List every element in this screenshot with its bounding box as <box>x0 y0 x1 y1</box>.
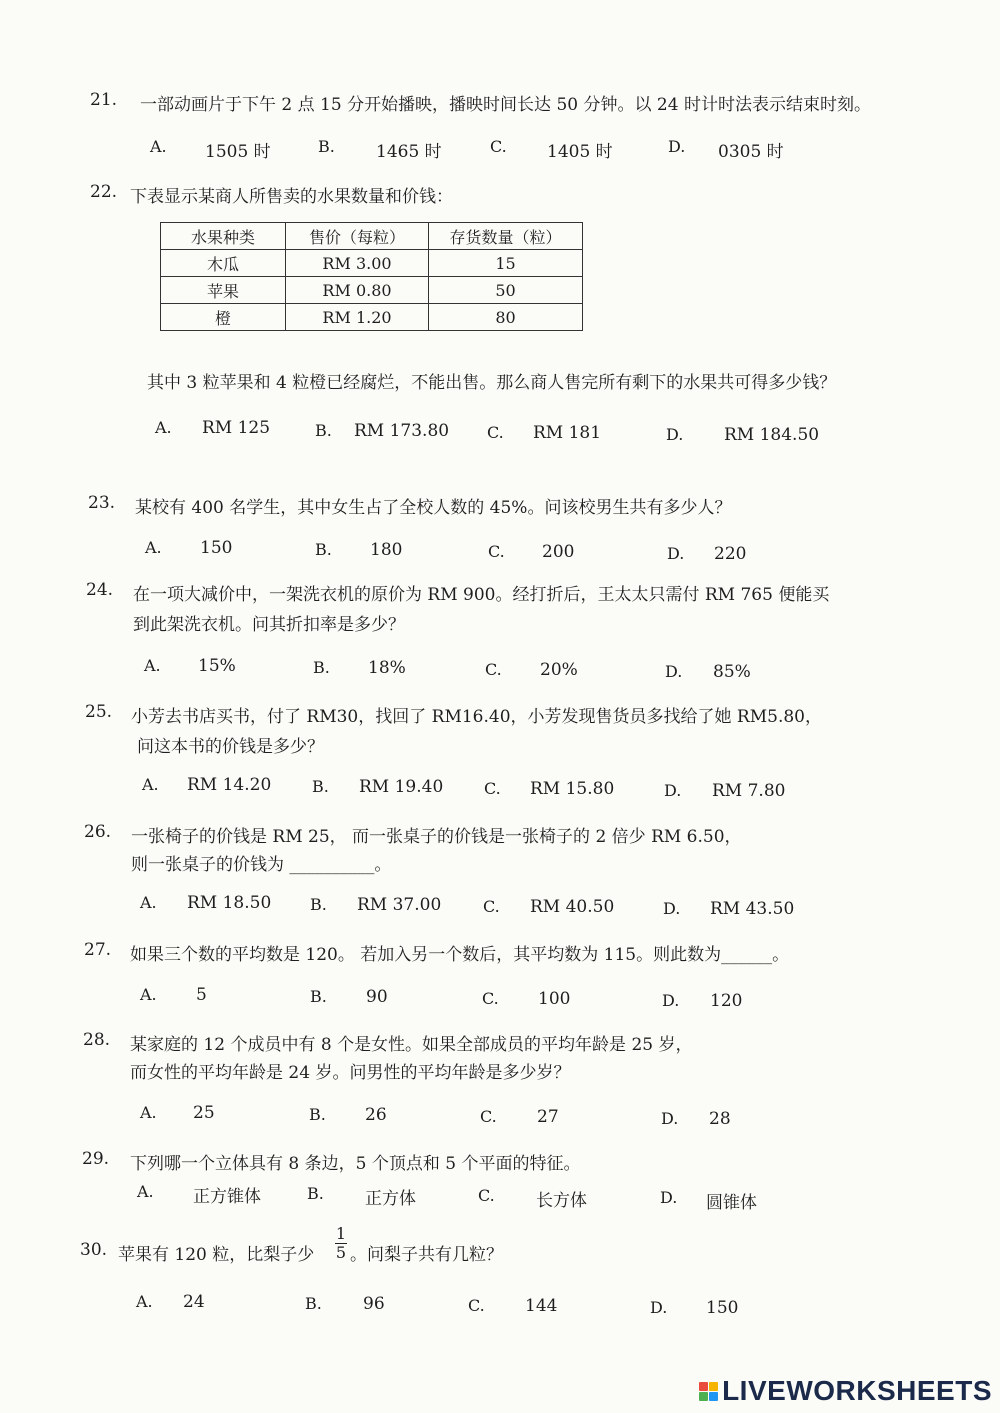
option-c[interactable]: 20% <box>540 660 578 680</box>
option-label: C. <box>487 423 504 442</box>
option-label: D. <box>667 544 685 563</box>
option-d[interactable]: RM 43.50 <box>710 899 795 919</box>
question-number: 27. <box>84 940 112 960</box>
fraction-denominator: 5 <box>335 1243 347 1262</box>
question-text: 在一项大减价中，一架洗衣机的原价为 RM 900。经打折后，王太太只需付 RM 765 便能买 <box>133 585 830 605</box>
option-label: D. <box>664 781 682 800</box>
question-text: 到此架洗衣机。问其折扣率是多少？ <box>133 615 405 635</box>
option-a[interactable]: 15% <box>198 656 236 676</box>
question-text: 问这本书的价钱是多少？ <box>137 737 324 757</box>
option-label: D. <box>668 137 686 156</box>
option-b[interactable]: 26 <box>365 1105 387 1125</box>
question-text: 一张椅子的价钱是 RM 25， 而一张桌子的价钱是一张椅子的 2 倍少 RM 6.50， <box>131 827 742 847</box>
option-d[interactable]: 85% <box>713 662 751 682</box>
table-row <box>161 250 583 277</box>
option-label: D. <box>665 662 683 681</box>
option-d[interactable]: 120 <box>710 991 743 1011</box>
option-a[interactable]: 25 <box>193 1103 215 1123</box>
option-d[interactable]: 150 <box>706 1298 739 1318</box>
option-d[interactable]: 28 <box>709 1109 731 1129</box>
option-d[interactable]: 圆锥体 <box>706 1193 757 1213</box>
liveworksheets-logo-icon <box>699 1382 718 1401</box>
fraction-numerator: 1 <box>335 1224 347 1243</box>
option-label: B. <box>318 137 335 156</box>
question-text: 其中 3 粒苹果和 4 粒橙已经腐烂，不能出售。那么商人售完所有剩下的水果共可得多少钱？ <box>147 373 837 393</box>
option-label: A. <box>150 137 167 156</box>
table-cell: 橙 <box>161 304 286 331</box>
question-text: 则一张桌子的价钱为 __________。 <box>131 855 392 875</box>
option-c[interactable]: 144 <box>525 1296 558 1316</box>
option-label: C. <box>468 1296 485 1315</box>
option-b[interactable]: 96 <box>363 1294 385 1314</box>
logo-square <box>699 1382 708 1391</box>
question-number: 28. <box>83 1030 111 1050</box>
table-cell: RM 3.00 <box>286 250 429 277</box>
question-text: 某家庭的 12 个成员中有 8 个是女性。如果全部成员的平均年龄是 25 岁， <box>130 1035 693 1055</box>
table-cell: 15 <box>429 250 583 277</box>
table-header: 售价（每粒） <box>286 223 429 250</box>
option-label: B. <box>309 1105 326 1124</box>
option-b[interactable]: RM 19.40 <box>359 777 444 797</box>
option-label: C. <box>478 1186 495 1205</box>
option-label: A. <box>140 893 157 912</box>
option-label: A. <box>136 1292 153 1311</box>
question-text: 某校有 400 名学生，其中女生占了全校人数的 45%。问该校男生共有多少人？ <box>135 498 732 518</box>
option-label: B. <box>310 987 327 1006</box>
question-number: 21. <box>90 90 118 110</box>
question-number: 22. <box>90 182 118 202</box>
table-cell: 木瓜 <box>161 250 286 277</box>
option-b[interactable]: 1465 时 <box>376 142 442 162</box>
option-label: A. <box>155 418 172 437</box>
option-label: C. <box>484 779 501 798</box>
option-a[interactable]: 150 <box>200 538 233 558</box>
option-label: D. <box>666 425 684 444</box>
fraction <box>335 1225 347 1262</box>
logo-square <box>699 1392 708 1401</box>
question-number: 26. <box>84 822 112 842</box>
option-label: B. <box>315 540 332 559</box>
question-text: 一部动画片于下午 2 点 15 分开始播映，播映时间长达 50 分钟。以 24 时计时法表示结束时刻。 <box>140 95 871 115</box>
option-d[interactable]: RM 184.50 <box>724 425 820 445</box>
table-cell: 苹果 <box>161 277 286 304</box>
table-header: 存货数量（粒） <box>429 223 583 250</box>
question-text: 小芳去书店买书，付了 RM30，找回了 RM16.40，小芳发现售货员多找给了她 RM5.80， <box>131 707 822 727</box>
question-text: 。问梨子共有几粒？ <box>350 1245 503 1265</box>
option-label: C. <box>482 989 499 1008</box>
option-d[interactable]: 220 <box>714 544 747 564</box>
table-cell: RM 1.20 <box>286 304 429 331</box>
option-d[interactable]: 0305 时 <box>718 142 784 162</box>
option-c[interactable]: RM 40.50 <box>530 897 615 917</box>
liveworksheets-logo <box>699 1375 992 1407</box>
question-text: 如果三个数的平均数是 120。 若加入另一个数后，其平均数为 115。则此数为______。 <box>130 945 790 965</box>
table-cell: 50 <box>429 277 583 304</box>
option-b[interactable]: RM 37.00 <box>357 895 442 915</box>
option-label: B. <box>313 658 330 677</box>
option-b[interactable]: 正方体 <box>365 1189 416 1209</box>
option-label: A. <box>142 775 159 794</box>
logo-square <box>709 1382 718 1391</box>
option-a[interactable]: 5 <box>196 985 207 1005</box>
option-label: D. <box>662 991 680 1010</box>
option-c[interactable]: 1405 时 <box>547 142 613 162</box>
question-number: 23. <box>88 493 116 513</box>
table-cell: RM 0.80 <box>286 277 429 304</box>
table-header: 水果种类 <box>161 223 286 250</box>
option-label: C. <box>480 1107 497 1126</box>
question-text: 下列哪一个立体具有 8 条边，5 个顶点和 5 个平面的特征。 <box>130 1154 581 1174</box>
option-label: A. <box>145 538 162 557</box>
option-b[interactable]: 180 <box>370 540 403 560</box>
option-label: A. <box>140 1103 157 1122</box>
option-c[interactable]: 200 <box>542 542 575 562</box>
table-row <box>161 277 583 304</box>
fruit-table <box>160 222 583 331</box>
option-label: D. <box>663 899 681 918</box>
option-b[interactable]: 90 <box>366 987 388 1007</box>
option-label: D. <box>660 1188 678 1207</box>
option-label: C. <box>485 660 502 679</box>
question-number: 24. <box>86 580 114 600</box>
option-b[interactable]: RM 173.80 <box>354 421 450 441</box>
option-label: D. <box>650 1298 668 1317</box>
option-a[interactable]: RM 125 <box>202 418 271 438</box>
option-c[interactable]: 27 <box>537 1107 559 1127</box>
table-row <box>161 304 583 331</box>
option-c[interactable]: 100 <box>538 989 571 1009</box>
option-label: B. <box>307 1184 324 1203</box>
question-number: 30. <box>80 1240 108 1260</box>
option-label: D. <box>661 1109 679 1128</box>
option-c[interactable]: RM 15.80 <box>530 779 615 799</box>
question-number: 29. <box>82 1149 110 1169</box>
option-label: C. <box>488 542 505 561</box>
option-label: A. <box>140 985 157 1004</box>
question-text: 而女性的平均年龄是 24 岁。问男性的平均年龄是多少岁？ <box>130 1063 571 1083</box>
option-label: B. <box>305 1294 322 1313</box>
question-number: 25. <box>85 702 113 722</box>
option-a[interactable]: 1505 时 <box>205 142 271 162</box>
option-a[interactable]: 24 <box>183 1292 205 1312</box>
logo-square <box>709 1392 718 1401</box>
question-text: 下表显示某商人所售卖的水果数量和价钱： <box>130 187 453 207</box>
option-label: B. <box>310 895 327 914</box>
option-label: A. <box>137 1182 154 1201</box>
table-cell: 80 <box>429 304 583 331</box>
option-a[interactable]: RM 14.20 <box>187 775 272 795</box>
option-a[interactable]: 正方锥体 <box>193 1187 261 1207</box>
option-b[interactable]: 18% <box>368 658 406 678</box>
option-label: A. <box>144 656 161 675</box>
option-label: C. <box>490 137 507 156</box>
option-c[interactable]: 长方体 <box>536 1191 587 1211</box>
logo-text: LIVEWORKSHEETS <box>722 1375 992 1406</box>
option-label: B. <box>312 777 329 796</box>
table-header-row <box>161 223 583 250</box>
option-label: C. <box>483 897 500 916</box>
option-c[interactable]: RM 181 <box>533 423 602 443</box>
option-d[interactable]: RM 7.80 <box>712 781 786 801</box>
question-text: 苹果有 120 粒，比梨子少 <box>118 1245 315 1265</box>
option-label: B. <box>315 421 332 440</box>
option-a[interactable]: RM 18.50 <box>187 893 272 913</box>
